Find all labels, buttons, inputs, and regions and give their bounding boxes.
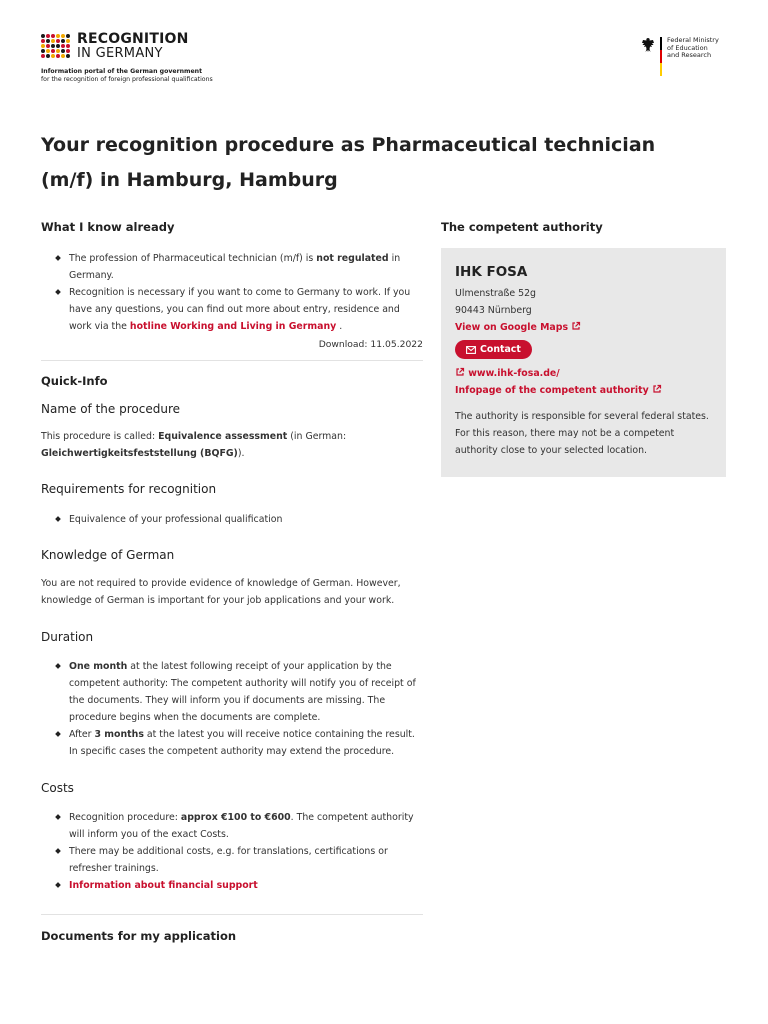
german-knowledge-heading: Knowledge of German	[41, 548, 175, 562]
recognition-logo[interactable]	[41, 32, 213, 84]
google-maps-link[interactable]: View on Google Maps	[455, 319, 712, 336]
external-link-icon	[455, 367, 465, 377]
documents-heading[interactable]: Documents for my application	[41, 929, 237, 943]
costs-heading: Costs	[41, 781, 74, 795]
not-regulated-text: not regulated	[316, 253, 389, 264]
logo-dot	[56, 39, 60, 43]
logo-dot	[41, 54, 45, 58]
logo-dot	[46, 49, 50, 53]
envelope-icon	[466, 346, 476, 354]
logo-dot	[41, 49, 45, 53]
contact-button[interactable]: Contact	[455, 340, 532, 359]
quick-info-heading: Quick-Info	[41, 374, 108, 388]
costs-list	[41, 809, 423, 894]
logo-dot	[61, 49, 65, 53]
list-item: The profession of Pharmaceutical technician (m/f) is not regulated in Germany.	[41, 250, 423, 284]
logo-dot	[41, 39, 45, 43]
external-link-icon	[571, 321, 581, 331]
ministry-line1: Federal Ministry	[667, 36, 719, 44]
logo-dot	[56, 49, 60, 53]
infopage-link[interactable]: Infopage of the competent authority	[455, 382, 712, 399]
logo-dot	[61, 34, 65, 38]
logo-title-line1: RECOGNITION	[77, 31, 189, 47]
logo-subtitle-line2: for the recognition of foreign professional qualifications	[41, 76, 213, 83]
logo-dot	[66, 49, 70, 53]
logo-dot	[61, 44, 65, 48]
authority-card	[441, 248, 726, 477]
logo-dot	[51, 44, 55, 48]
competent-authority-heading: The competent authority	[441, 220, 603, 234]
logo-dot	[66, 54, 70, 58]
federal-eagle-icon	[641, 37, 655, 53]
logo-dot	[46, 54, 50, 58]
logo-dot	[61, 39, 65, 43]
logo-subtitle-line1: Information portal of the German government	[41, 68, 203, 75]
list-item: Equivalence of your professional qualification	[41, 511, 423, 528]
list-item: One month at the latest following receipt of your application by the competent authority: The competent authority will notify you of receipt of the documents. They will inform you if documents are missing. The procedure begins when the documents are complete.	[41, 658, 423, 726]
logo-dot	[61, 54, 65, 58]
logo-dot	[46, 39, 50, 43]
ministry-line2: of Education	[667, 43, 708, 52]
logo-dot	[66, 34, 70, 38]
logo-dot	[51, 34, 55, 38]
ministry-logo[interactable]	[641, 37, 719, 76]
hotline-link[interactable]: hotline Working and Living in Germany	[129, 321, 337, 332]
financial-support-link[interactable]: Information about financial support	[69, 880, 258, 891]
external-link-icon	[652, 384, 662, 394]
logo-dot	[56, 44, 60, 48]
list-item: After 3 months at the latest you will receive notice containing the result. In specific cases the competent authority may extend the procedure.	[41, 726, 423, 760]
know-list	[41, 250, 423, 335]
logo-dot	[41, 34, 45, 38]
authority-city: 90443 Nürnberg	[455, 305, 532, 316]
logo-dot	[41, 44, 45, 48]
german-flag-bar	[660, 37, 662, 76]
logo-dot	[51, 54, 55, 58]
logo-dot	[46, 34, 50, 38]
requirements-list	[41, 511, 423, 528]
logo-dot	[51, 49, 55, 53]
list-item: There may be additional costs, e.g. for translations, certifications or refresher trainings.	[41, 843, 423, 877]
authority-note: The authority is responsible for several federal states. For this reason, there may not be a competent authority close to your selected location.	[455, 411, 709, 456]
list-item: Recognition is necessary if you want to come to Germany to work. If you have any questions, you can find out more about entry, residence and work via the hotline Working and Living in Germany .	[41, 284, 423, 335]
logo-dot	[56, 54, 60, 58]
logo-dot	[51, 39, 55, 43]
page-title: Your recognition procedure as Pharmaceutical technician (m/f) in Hamburg, Hamburg	[41, 134, 656, 191]
authority-street: Ulmenstraße 52g	[455, 288, 537, 299]
requirements-heading: Requirements for recognition	[41, 482, 217, 496]
logo-title-line2: IN GERMANY	[77, 46, 163, 61]
logo-dot	[66, 44, 70, 48]
procedure-name-heading: Name of the procedure	[41, 402, 180, 416]
logo-dot	[46, 44, 50, 48]
list-item	[41, 877, 423, 894]
what-i-know-heading: What I know already	[41, 220, 175, 234]
logo-dot	[66, 39, 70, 43]
website-link[interactable]: www.ihk-fosa.de/	[455, 365, 712, 382]
logo-dot	[56, 34, 60, 38]
divider	[41, 360, 423, 361]
ministry-line3: and Research	[667, 51, 712, 60]
logo-dot-grid-icon	[41, 34, 70, 58]
procedure-name-text: This procedure is called: Equivalence assessment (in German: Gleichwertigkeitsfeststellung (BQFG)).	[41, 431, 347, 459]
authority-sidebar	[441, 220, 726, 477]
duration-list	[41, 658, 423, 760]
duration-heading: Duration	[41, 630, 94, 644]
download-date: Download: 11.05.2022	[318, 339, 423, 350]
divider	[41, 914, 423, 915]
main-content	[41, 220, 423, 943]
authority-name: IHK FOSA	[455, 264, 528, 280]
german-knowledge-text: You are not required to provide evidence of knowledge of German. However, knowledge of German is important for your job applications and your work.	[41, 578, 401, 606]
list-item: Recognition procedure: approx €100 to €600. The competent authority will inform you of the exact Costs.	[41, 809, 423, 843]
